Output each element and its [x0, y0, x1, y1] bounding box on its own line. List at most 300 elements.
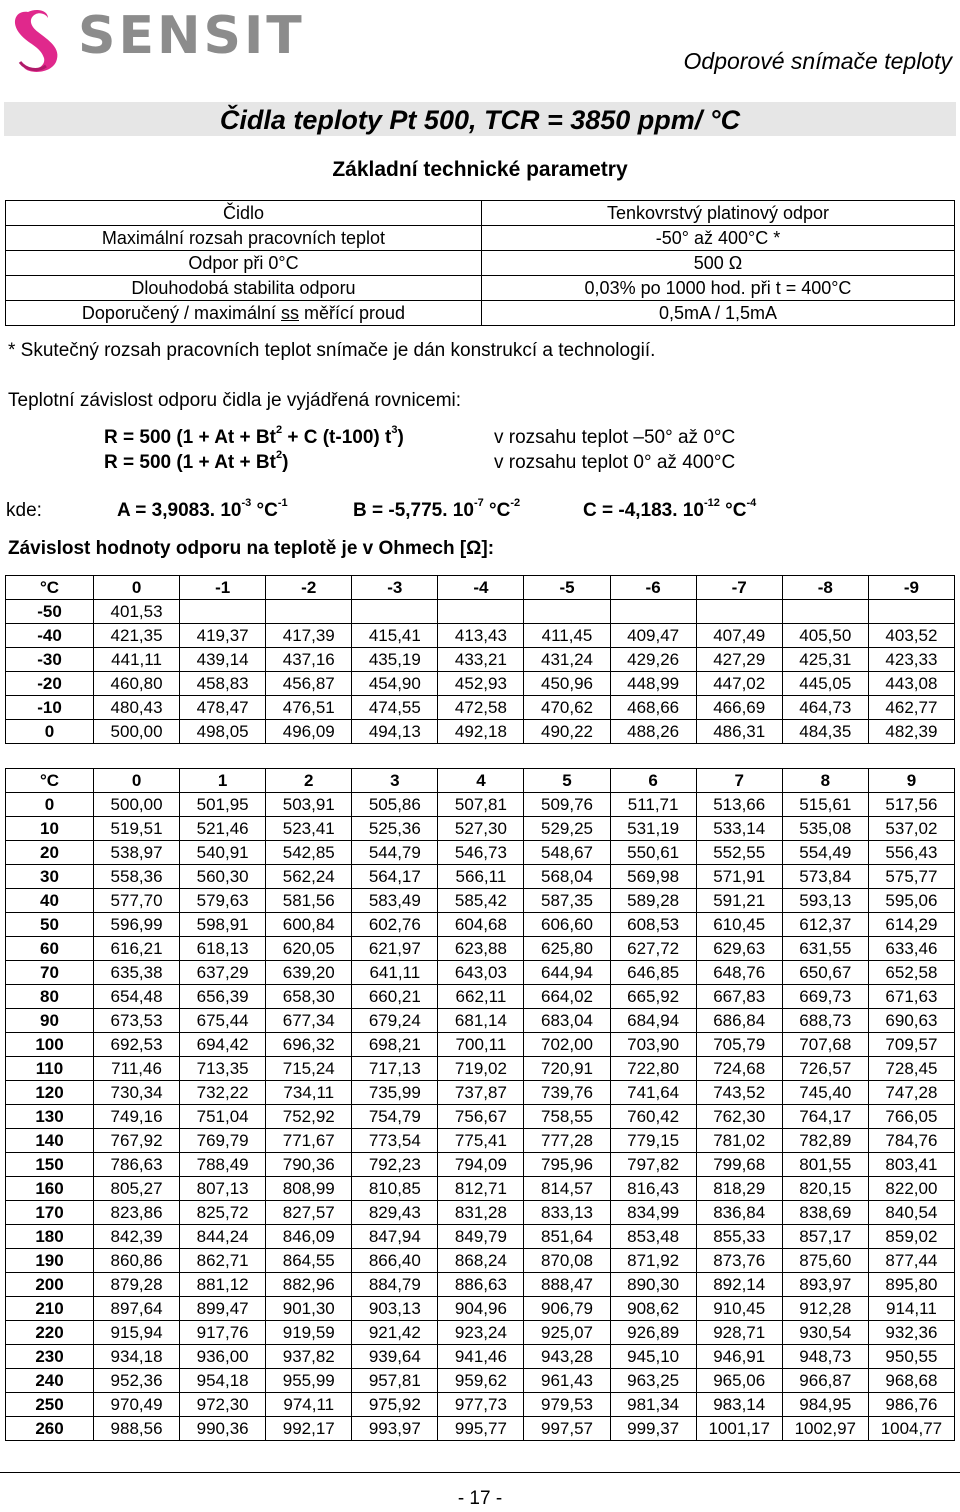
coef-unit-exp: -4: [746, 497, 757, 509]
resistance-cell: 741,64: [610, 1081, 696, 1105]
coef-exp: -3: [241, 497, 252, 509]
resistance-cell: 560,30: [180, 865, 266, 889]
resistance-cell: 775,41: [438, 1129, 524, 1153]
params-row: [6, 201, 955, 226]
resistance-cell: 745,40: [782, 1081, 868, 1105]
resistance-cell: [610, 600, 696, 624]
table-row: [6, 1297, 955, 1321]
row-temperature: 260: [6, 1417, 94, 1441]
resistance-cell: 968,68: [868, 1369, 954, 1393]
column-header: 5: [524, 769, 610, 793]
resistance-cell: 507,81: [438, 793, 524, 817]
resistance-cell: 803,41: [868, 1153, 954, 1177]
resistance-cell: 786,63: [94, 1153, 180, 1177]
resistance-cell: 743,52: [696, 1081, 782, 1105]
resistance-cell: 431,24: [524, 648, 610, 672]
resistance-cell: 515,61: [782, 793, 868, 817]
resistance-cell: 808,99: [266, 1177, 352, 1201]
resistance-cell: 868,24: [438, 1249, 524, 1273]
resistance-cell: 602,76: [352, 913, 438, 937]
param-label-part: Doporučený / maximální: [81, 303, 282, 323]
column-header: °C: [6, 576, 94, 600]
resistance-cell: 820,15: [782, 1177, 868, 1201]
coef-unit-exp: -1: [277, 497, 288, 509]
param-value: 0,03% po 1000 hod. při t = 400°C: [482, 276, 955, 301]
resistance-cell: 509,76: [524, 793, 610, 817]
eq-sup: 2: [275, 449, 283, 461]
resistance-cell: 988,56: [94, 1417, 180, 1441]
resistance-cell: 658,30: [266, 985, 352, 1009]
eq-text: R = 500 (1 + At + Bt: [104, 427, 276, 448]
resistance-cell: 936,00: [180, 1345, 266, 1369]
resistance-cell: 527,30: [438, 817, 524, 841]
resistance-cell: 690,63: [868, 1009, 954, 1033]
resistance-cell: 906,79: [524, 1297, 610, 1321]
resistance-cell: 926,89: [610, 1321, 696, 1345]
table-row: [6, 1417, 955, 1441]
param-value: Tenkovrstvý platinový odpor: [482, 201, 955, 226]
column-header: 9: [868, 769, 954, 793]
resistance-cell: 711,46: [94, 1057, 180, 1081]
param-label: Dlouhodobá stabilita odporu: [6, 276, 482, 301]
resistance-cell: 917,76: [180, 1321, 266, 1345]
table-row: [6, 648, 955, 672]
resistance-cell: 724,68: [696, 1057, 782, 1081]
resistance-cell: 937,82: [266, 1345, 352, 1369]
resistance-cell: 866,40: [352, 1249, 438, 1273]
resistance-cell: 734,11: [266, 1081, 352, 1105]
resistance-cell: 782,89: [782, 1129, 868, 1153]
resistance-cell: 834,99: [610, 1201, 696, 1225]
table-row: [6, 1129, 955, 1153]
resistance-cell: 818,29: [696, 1177, 782, 1201]
resistance-cell: 419,37: [180, 624, 266, 648]
column-header: -3: [352, 576, 438, 600]
resistance-cell: 846,09: [266, 1225, 352, 1249]
resistance-cell: 983,14: [696, 1393, 782, 1417]
resistance-cell: 593,13: [782, 889, 868, 913]
coef-b: [353, 497, 521, 522]
resistance-cell: 411,45: [524, 624, 610, 648]
resistance-cell: 882,96: [266, 1273, 352, 1297]
row-temperature: 60: [6, 937, 94, 961]
resistance-cell: 945,10: [610, 1345, 696, 1369]
resistance-cell: 423,33: [868, 648, 954, 672]
column-header: -4: [438, 576, 524, 600]
coef-text: A = 3,9083. 10: [117, 500, 242, 521]
resistance-cell: 538,97: [94, 841, 180, 865]
row-temperature: 80: [6, 985, 94, 1009]
resistance-cell: 739,76: [524, 1081, 610, 1105]
resistance-cell: 452,93: [438, 672, 524, 696]
resistance-cell: 478,47: [180, 696, 266, 720]
row-temperature: 40: [6, 889, 94, 913]
resistance-cell: 961,43: [524, 1369, 610, 1393]
table-row: [6, 865, 955, 889]
resistance-cell: 847,94: [352, 1225, 438, 1249]
resistance-cell: 589,28: [610, 889, 696, 913]
resistance-cell: 941,46: [438, 1345, 524, 1369]
resistance-cell: 709,57: [868, 1033, 954, 1057]
row-temperature: 150: [6, 1153, 94, 1177]
resistance-cell: 544,79: [352, 841, 438, 865]
resistance-cell: 777,28: [524, 1129, 610, 1153]
resistance-cell: 552,55: [696, 841, 782, 865]
resistance-cell: 984,95: [782, 1393, 868, 1417]
resistance-cell: 864,55: [266, 1249, 352, 1273]
eq-text: + C (t-100) t: [282, 427, 392, 448]
resistance-cell: 579,63: [180, 889, 266, 913]
resistance-cell: 921,42: [352, 1321, 438, 1345]
column-header: -6: [610, 576, 696, 600]
resistance-cell: 433,21: [438, 648, 524, 672]
row-temperature: 130: [6, 1105, 94, 1129]
resistance-cell: 621,97: [352, 937, 438, 961]
resistance-cell: 694,42: [180, 1033, 266, 1057]
resistance-cell: 535,08: [782, 817, 868, 841]
resistance-cell: 805,27: [94, 1177, 180, 1201]
resistance-cell: 521,46: [180, 817, 266, 841]
resistance-cell: [352, 600, 438, 624]
param-value: 500 Ω: [482, 251, 955, 276]
resistance-cell: 646,85: [610, 961, 696, 985]
resistance-cell: 595,06: [868, 889, 954, 913]
resistance-cell: 932,36: [868, 1321, 954, 1345]
row-temperature: 160: [6, 1177, 94, 1201]
param-label-part: měřící proud: [299, 303, 406, 323]
resistance-cell: 842,39: [94, 1225, 180, 1249]
resistance-cell: 825,72: [180, 1201, 266, 1225]
resistance-cell: 610,45: [696, 913, 782, 937]
column-header: -5: [524, 576, 610, 600]
column-header: 0: [94, 576, 180, 600]
row-temperature: 170: [6, 1201, 94, 1225]
resistance-cell: 648,76: [696, 961, 782, 985]
resistance-cell: 928,71: [696, 1321, 782, 1345]
resistance-cell: [696, 600, 782, 624]
resistance-cell: 460,80: [94, 672, 180, 696]
row-temperature: 120: [6, 1081, 94, 1105]
resistance-cell: 496,09: [266, 720, 352, 744]
resistance-cell: 470,62: [524, 696, 610, 720]
resistance-cell: 823,86: [94, 1201, 180, 1225]
resistance-cell: 794,09: [438, 1153, 524, 1177]
resistance-cell: 598,91: [180, 913, 266, 937]
resistance-cell: 569,98: [610, 865, 696, 889]
resistance-cell: 533,14: [696, 817, 782, 841]
resistance-cell: 930,54: [782, 1321, 868, 1345]
resistance-cell: 974,11: [266, 1393, 352, 1417]
row-temperature: 110: [6, 1057, 94, 1081]
resistance-cell: 654,48: [94, 985, 180, 1009]
resistance-cell: 999,37: [610, 1417, 696, 1441]
resistance-cell: 696,32: [266, 1033, 352, 1057]
resistance-cell: 571,91: [696, 865, 782, 889]
resistance-cell: 564,17: [352, 865, 438, 889]
resistance-cell: 468,66: [610, 696, 696, 720]
resistance-cell: 844,24: [180, 1225, 266, 1249]
resistance-cell: 779,15: [610, 1129, 696, 1153]
resistance-cell: 529,25: [524, 817, 610, 841]
table-row: [6, 817, 955, 841]
resistance-cell: 484,35: [782, 720, 868, 744]
resistance-cell: 542,85: [266, 841, 352, 865]
resistance-cell: 546,73: [438, 841, 524, 865]
resistance-cell: 556,43: [868, 841, 954, 865]
column-header: 3: [352, 769, 438, 793]
resistance-cell: 596,99: [94, 913, 180, 937]
resistance-cell: 612,37: [782, 913, 868, 937]
equation-1-range: v rozsahu teplot –50° až 0°C: [494, 427, 736, 448]
resistance-cell: 464,73: [782, 696, 868, 720]
footer-rule: [0, 1472, 960, 1473]
table-row: [6, 720, 955, 744]
table-row: [6, 1201, 955, 1225]
resistance-cell: 585,42: [438, 889, 524, 913]
resistance-cell: 870,08: [524, 1249, 610, 1273]
row-temperature: 210: [6, 1297, 94, 1321]
resistance-cell: 633,46: [868, 937, 954, 961]
resistance-cell: 981,34: [610, 1393, 696, 1417]
resistance-cell: 1001,17: [696, 1417, 782, 1441]
resistance-cell: 583,49: [352, 889, 438, 913]
resistance-cell: 486,31: [696, 720, 782, 744]
param-label: Maximální rozsah pracovních teplot: [6, 226, 482, 251]
equation-2-range: v rozsahu teplot 0° až 400°C: [494, 452, 736, 473]
params-row: [6, 301, 955, 326]
resistance-cell: 600,84: [266, 913, 352, 937]
resistance-cell: 501,95: [180, 793, 266, 817]
footnote: * Skutečný rozsah pracovních teplot snímače je dán konstrukcí a technologií.: [8, 340, 656, 361]
resistance-cell: 720,91: [524, 1057, 610, 1081]
resistance-cell: 957,81: [352, 1369, 438, 1393]
resistance-cell: 669,73: [782, 985, 868, 1009]
resistance-cell: 448,99: [610, 672, 696, 696]
equation-2: [104, 449, 289, 474]
resistance-cell: 749,16: [94, 1105, 180, 1129]
resistance-cell: 652,58: [868, 961, 954, 985]
resistance-cell: 692,53: [94, 1033, 180, 1057]
resistance-cell: 401,53: [94, 600, 180, 624]
table-row: [6, 913, 955, 937]
table-header-row: [6, 576, 955, 600]
resistance-cell: 890,30: [610, 1273, 696, 1297]
column-header: 1: [180, 769, 266, 793]
resistance-cell: 915,94: [94, 1321, 180, 1345]
resistance-cell: 877,44: [868, 1249, 954, 1273]
resistance-title: Závislost hodnoty odporu na teplotě je v Ohmech [Ω]:: [8, 538, 495, 559]
table-row: [6, 1321, 955, 1345]
resistance-cell: 427,29: [696, 648, 782, 672]
table-row: [6, 1393, 955, 1417]
resistance-cell: 554,49: [782, 841, 868, 865]
resistance-cell: 650,67: [782, 961, 868, 985]
resistance-cell: 700,11: [438, 1033, 524, 1057]
resistance-cell: 829,43: [352, 1201, 438, 1225]
resistance-cell: 908,62: [610, 1297, 696, 1321]
resistance-cell: 871,92: [610, 1249, 696, 1273]
resistance-cell: 728,45: [868, 1057, 954, 1081]
coef-unit: °C: [483, 500, 511, 521]
resistance-cell: 722,80: [610, 1057, 696, 1081]
table-row: [6, 672, 955, 696]
resistance-cell: 523,41: [266, 817, 352, 841]
resistance-cell: 409,47: [610, 624, 696, 648]
row-temperature: 50: [6, 913, 94, 937]
resistance-cell: 814,57: [524, 1177, 610, 1201]
row-temperature: -20: [6, 672, 94, 696]
row-temperature: 240: [6, 1369, 94, 1393]
resistance-cell: 494,13: [352, 720, 438, 744]
resistance-cell: 903,13: [352, 1297, 438, 1321]
resistance-cell: 517,56: [868, 793, 954, 817]
resistance-cell: 801,55: [782, 1153, 868, 1177]
resistance-cell: 591,21: [696, 889, 782, 913]
resistance-cell: 429,26: [610, 648, 696, 672]
resistance-cell: 762,30: [696, 1105, 782, 1129]
resistance-cell: 895,80: [868, 1273, 954, 1297]
resistance-cell: 677,34: [266, 1009, 352, 1033]
resistance-cell: 766,05: [868, 1105, 954, 1129]
column-header: 6: [610, 769, 696, 793]
resistance-cell: 415,41: [352, 624, 438, 648]
param-value: 0,5mA / 1,5mA: [482, 301, 955, 326]
resistance-cell: 897,64: [94, 1297, 180, 1321]
resistance-cell: 893,97: [782, 1273, 868, 1297]
resistance-cell: 498,05: [180, 720, 266, 744]
resistance-cell: 963,25: [610, 1369, 696, 1393]
column-header: -9: [868, 576, 954, 600]
table-row: [6, 841, 955, 865]
table-row: [6, 1177, 955, 1201]
eq-sup: 3: [391, 424, 398, 436]
param-label: [6, 301, 482, 326]
param-label: Čidlo: [6, 201, 482, 226]
resistance-cell: 719,02: [438, 1057, 524, 1081]
row-temperature: 70: [6, 961, 94, 985]
resistance-cell: 641,11: [352, 961, 438, 985]
resistance-cell: 531,19: [610, 817, 696, 841]
resistance-cell: 784,76: [868, 1129, 954, 1153]
table-row: [6, 1081, 955, 1105]
resistance-cell: 703,90: [610, 1033, 696, 1057]
resistance-cell: 965,06: [696, 1369, 782, 1393]
row-temperature: 200: [6, 1273, 94, 1297]
resistance-cell: 684,94: [610, 1009, 696, 1033]
negative-temp-table: [5, 575, 955, 744]
resistance-cell: 790,36: [266, 1153, 352, 1177]
resistance-cell: [180, 600, 266, 624]
resistance-cell: 919,59: [266, 1321, 352, 1345]
resistance-cell: 608,53: [610, 913, 696, 937]
eq-text: ): [397, 427, 404, 448]
resistance-cell: 443,08: [868, 672, 954, 696]
resistance-cell: 995,77: [438, 1417, 524, 1441]
row-temperature: -50: [6, 600, 94, 624]
resistance-cell: 860,86: [94, 1249, 180, 1273]
row-temperature: 90: [6, 1009, 94, 1033]
resistance-cell: 587,35: [524, 889, 610, 913]
resistance-cell: 558,36: [94, 865, 180, 889]
resistance-cell: 540,91: [180, 841, 266, 865]
coef-a: [117, 497, 288, 522]
resistance-cell: [782, 600, 868, 624]
resistance-cell: 662,11: [438, 985, 524, 1009]
row-temperature: 180: [6, 1225, 94, 1249]
resistance-cell: 656,39: [180, 985, 266, 1009]
resistance-cell: 715,24: [266, 1057, 352, 1081]
resistance-cell: 760,42: [610, 1105, 696, 1129]
resistance-cell: 472,58: [438, 696, 524, 720]
resistance-cell: 671,63: [868, 985, 954, 1009]
resistance-cell: 972,30: [180, 1393, 266, 1417]
params-row: [6, 276, 955, 301]
resistance-cell: 445,05: [782, 672, 868, 696]
sensit-logo: [6, 4, 305, 74]
column-header: -1: [180, 576, 266, 600]
table-row: [6, 696, 955, 720]
resistance-cell: 756,67: [438, 1105, 524, 1129]
resistance-cell: 627,72: [610, 937, 696, 961]
resistance-cell: 618,13: [180, 937, 266, 961]
resistance-cell: 914,11: [868, 1297, 954, 1321]
resistance-cell: 575,77: [868, 865, 954, 889]
resistance-cell: 417,39: [266, 624, 352, 648]
table-row: [6, 1225, 955, 1249]
resistance-cell: 946,91: [696, 1345, 782, 1369]
table-row: [6, 1033, 955, 1057]
table-row: [6, 985, 955, 1009]
resistance-cell: 831,28: [438, 1201, 524, 1225]
resistance-cell: 503,91: [266, 793, 352, 817]
resistance-cell: 934,18: [94, 1345, 180, 1369]
resistance-cell: 466,69: [696, 696, 782, 720]
coef-c: [583, 497, 757, 522]
resistance-cell: 884,79: [352, 1273, 438, 1297]
params-table: [5, 200, 955, 326]
row-temperature: 250: [6, 1393, 94, 1417]
resistance-cell: 851,64: [524, 1225, 610, 1249]
resistance-cell: [438, 600, 524, 624]
resistance-cell: 667,83: [696, 985, 782, 1009]
row-temperature: 10: [6, 817, 94, 841]
coef-unit: °C: [251, 500, 278, 521]
coef-text: B = -5,775. 10: [353, 500, 474, 521]
resistance-cell: 950,55: [868, 1345, 954, 1369]
resistance-cell: 948,73: [782, 1345, 868, 1369]
params-row: [6, 226, 955, 251]
table-row: [6, 1369, 955, 1393]
table-row: [6, 937, 955, 961]
row-temperature: 0: [6, 720, 94, 744]
resistance-cell: 810,85: [352, 1177, 438, 1201]
row-temperature: -10: [6, 696, 94, 720]
row-temperature: -40: [6, 624, 94, 648]
resistance-cell: 573,84: [782, 865, 868, 889]
equation-1: [104, 424, 404, 449]
resistance-cell: 875,60: [782, 1249, 868, 1273]
column-header: °C: [6, 769, 94, 793]
resistance-cell: 840,54: [868, 1201, 954, 1225]
resistance-cell: 901,30: [266, 1297, 352, 1321]
resistance-cell: 970,49: [94, 1393, 180, 1417]
resistance-cell: 447,02: [696, 672, 782, 696]
resistance-cell: 456,87: [266, 672, 352, 696]
resistance-cell: 771,67: [266, 1129, 352, 1153]
resistance-cell: 620,05: [266, 937, 352, 961]
resistance-cell: 675,44: [180, 1009, 266, 1033]
coef-text: C = -4,183. 10: [583, 500, 704, 521]
